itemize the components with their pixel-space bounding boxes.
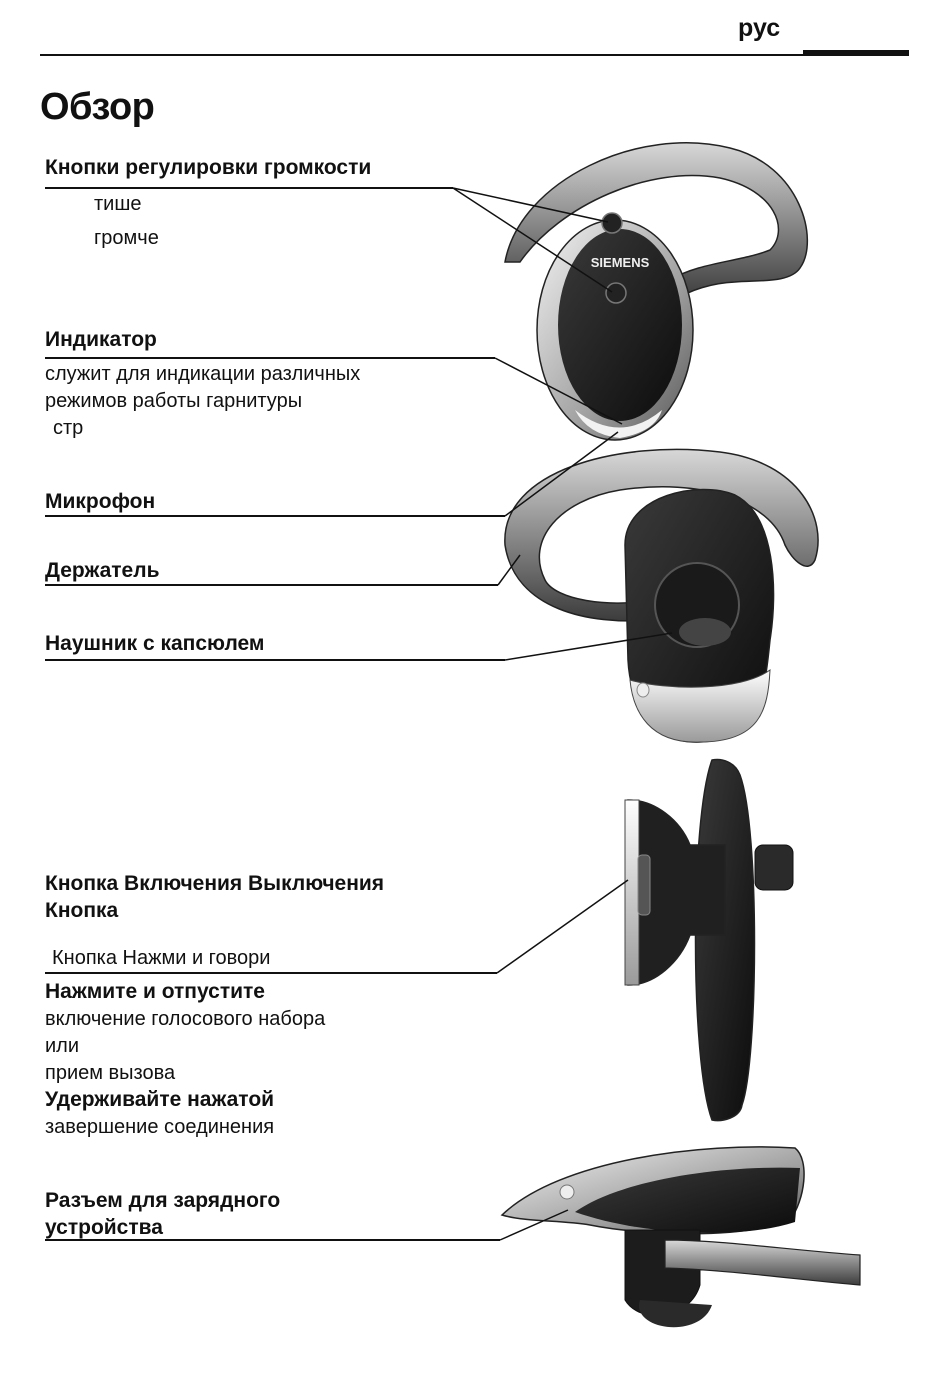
press-release-heading: Нажмите и отпустите: [45, 980, 265, 1003]
ptt-button-label: Кнопка Нажми и говори: [52, 947, 271, 969]
headset-front-view: [505, 143, 807, 440]
microphone-heading: Микрофон: [45, 490, 156, 513]
indicator-description-line2: режимов работы гарнитуры: [45, 390, 303, 412]
indicator-description-line1: служит для индикации различных: [45, 363, 361, 385]
volume-down-label: тише: [94, 193, 142, 215]
holder-heading: Держатель: [45, 559, 160, 582]
charger-socket-heading-line2: устройства: [45, 1216, 163, 1239]
hold-heading: Удерживайте нажатой: [45, 1088, 275, 1111]
press-line-accept-call: прием вызова: [45, 1062, 176, 1084]
hold-line-end-call: завершение соединения: [45, 1116, 275, 1138]
language-label: рус: [738, 14, 781, 42]
page-title: Обзор: [40, 86, 155, 128]
volume-buttons-heading: Кнопки регулировки громкости: [45, 156, 372, 179]
power-button-heading-line2: Кнопка: [45, 899, 119, 922]
headset-bottom-view: [502, 1147, 860, 1327]
press-line-voice-dial: включение голосового набора: [45, 1008, 326, 1030]
device-brand-logo: SIEMENS: [590, 255, 650, 270]
indicator-page-ref: стр: [53, 417, 84, 439]
headset-back-view: [505, 449, 818, 742]
earpiece-heading: Наушник с капсюлем: [45, 632, 265, 655]
power-button-heading-line1: Кнопка Включения Выключения: [45, 872, 385, 895]
press-line-or: или: [45, 1035, 80, 1057]
volume-up-label: громче: [94, 227, 159, 249]
headset-side-view: [625, 760, 793, 1121]
indicator-heading: Индикатор: [45, 328, 157, 351]
charger-socket-heading-line1: Разъем для зарядного: [45, 1189, 281, 1212]
